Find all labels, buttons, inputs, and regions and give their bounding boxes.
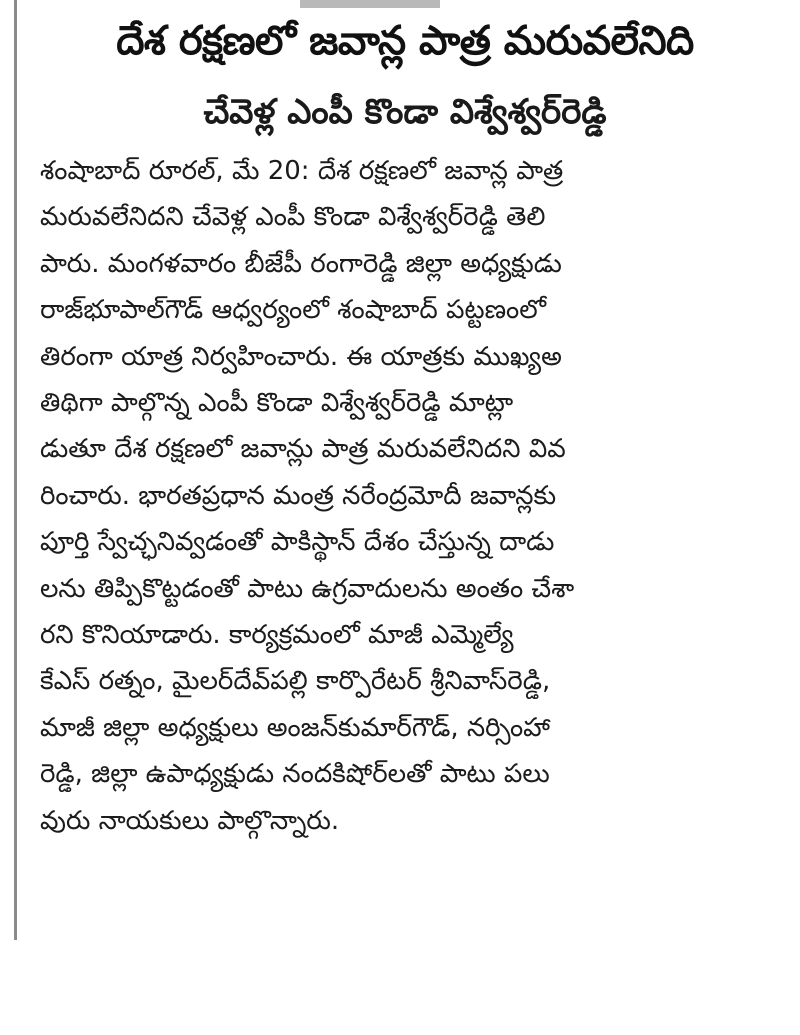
- body-line: లను తిప్పికొట్టడంతో పాటు ఉగ్రవాదులను అంతం చేశా: [40, 573, 575, 604]
- body-line: రెడ్డి, జిల్లా ఉపాధ్యక్షుడు నందకిషోర్‌లతో పాటు పలు: [40, 759, 550, 790]
- body-line: తిరంగా యాత్ర నిర్వహించారు. ఈ యాత్రకు ముఖ్యఅ: [40, 341, 562, 372]
- body-line: రించారు. భారతప్రధాన మంత్ర నరేంద్రమోదీ జవాన్లకు: [40, 480, 557, 511]
- page-top-edge-mark: [300, 0, 440, 8]
- body-line: పూర్తి స్వేచ్ఛనివ్వడంతో పాకిస్థాన్ దేశం చేస్తున్న దాడు: [40, 527, 555, 558]
- news-article: [40, 8, 770, 844]
- body-line: తిథిగా పాల్గొన్న ఎంపీ కొండా విశ్వేశ్వర్‌రెడ్డి మాట్లా: [40, 388, 514, 419]
- body-line: రాజ్‌భూపాల్‌గౌడ్ ఆధ్వర్యంలో శంషాబాద్ పట్టణంలో: [40, 295, 546, 326]
- column-rule: [14, 0, 17, 940]
- body-line: శంషాబాద్ రూరల్, మే 20: దేశ రక్షణలో జవాన్ల పాత్ర: [40, 156, 564, 186]
- body-line: రని కొనియాడారు. కార్యక్రమంలో మాజీ ఎమ్మెల్యే: [40, 620, 514, 651]
- body-line: వురు నాయకులు పాల్గొన్నారు.: [40, 805, 340, 836]
- body-line: కేఎస్ రత్నం, మైలర్‌దేవ్‌పల్లి కార్పొరేటర్ శ్రీనివాస్‌రెడ్డి,: [40, 666, 551, 697]
- body-line: పారు. మంగళవారం బీజేపీ రంగారెడ్డి జిల్లా అధ్యక్షుడు: [40, 248, 562, 279]
- subheadline: చేవెళ్ల ఎంపీ కొండా విశ్వేశ్వర్‌రెడ్డి: [203, 92, 607, 132]
- article-body: [40, 148, 770, 844]
- body-line: మరువలేనిదని చేవెళ్ల ఎంపీ కొండా విశ్వేశ్వర్‌రెడ్డి తెలి: [40, 202, 546, 233]
- headline: దేశ రక్షణలో జవాన్ల పాత్ర మరువలేనిది: [116, 18, 694, 64]
- body-line: డుతూ దేశ రక్షణలో జవాన్లు పాత్ర మరువలేనిదని వివ: [40, 434, 566, 465]
- body-line: మాజీ జిల్లా అధ్యక్షులు అంజన్‌కుమార్‌గౌడ్, నర్సింహా: [40, 712, 550, 743]
